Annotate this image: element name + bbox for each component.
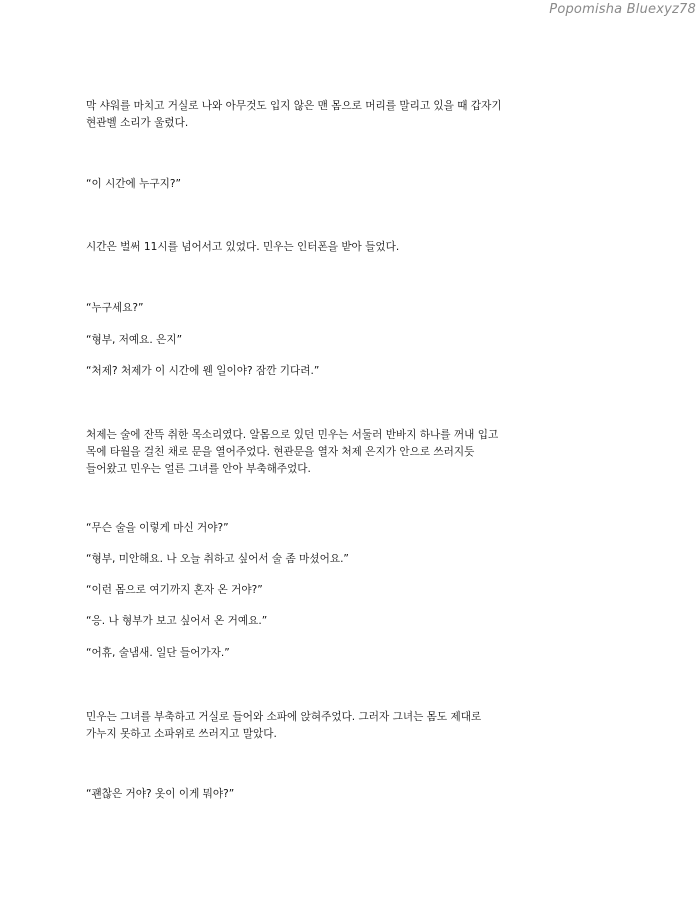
- dialogue-line: “이 시간에 누구지?”: [86, 178, 181, 190]
- paragraph: 처제는 술에 잔뜩 취한 목소리였다. 알몸으로 있던 민우는 서둘러 반바지 하나를 꺼내 입고 목에 타월을 걸친 채로 문을 열어주었다. 현관문을 열자 처제 은지가 안으로 쓰러지듯 들어왔고 민우는 얼른 그녀를 안아 부축해주었다.: [86, 429, 499, 475]
- dialogue-line: “어휴, 술냄새. 일단 들어가자.”: [86, 647, 230, 659]
- dialogue-line: “응. 나 형부가 보고 싶어서 온 거예요.”: [86, 615, 268, 627]
- paragraph: 시간은 벌써 11시를 넘어서고 있었다. 민우는 인터폰을 받아 들었다.: [86, 241, 400, 253]
- dialogue-line: “형부, 저예요. 은지”: [86, 334, 183, 346]
- dialogue-line: “괜찮은 거야? 옷이 이게 뭐야?”: [86, 788, 235, 800]
- dialogue-line: “누구세요?”: [86, 302, 144, 314]
- paragraph: 막 샤워를 마치고 거실로 나와 아무것도 입지 않은 맨 몸으로 머리를 말리고 있을 때 갑자기 현관벨 소리가 울렸다.: [86, 100, 502, 129]
- dialogue-line: “이런 몸으로 여기까지 혼자 온 거야?”: [86, 584, 263, 596]
- paragraph: 민우는 그녀를 부축하고 거실로 들어와 소파에 앉혀주었다. 그러자 그녀는 몸도 제대로 가누지 못하고 소파위로 쓰러지고 말았다.: [86, 711, 482, 740]
- watermark: Popomisha Bluexyz78: [549, 2, 696, 17]
- dialogue-line: “형부, 미안해요. 나 오늘 취하고 싶어서 술 좀 마셨어요.”: [86, 553, 349, 565]
- dialogue-line: “처제? 처제가 이 시간에 웬 일이야? 잠깐 기다려.”: [86, 365, 320, 377]
- document-page: [86, 0, 626, 906]
- dialogue-line: “무슨 술을 이렇게 마신 거야?”: [86, 522, 229, 534]
